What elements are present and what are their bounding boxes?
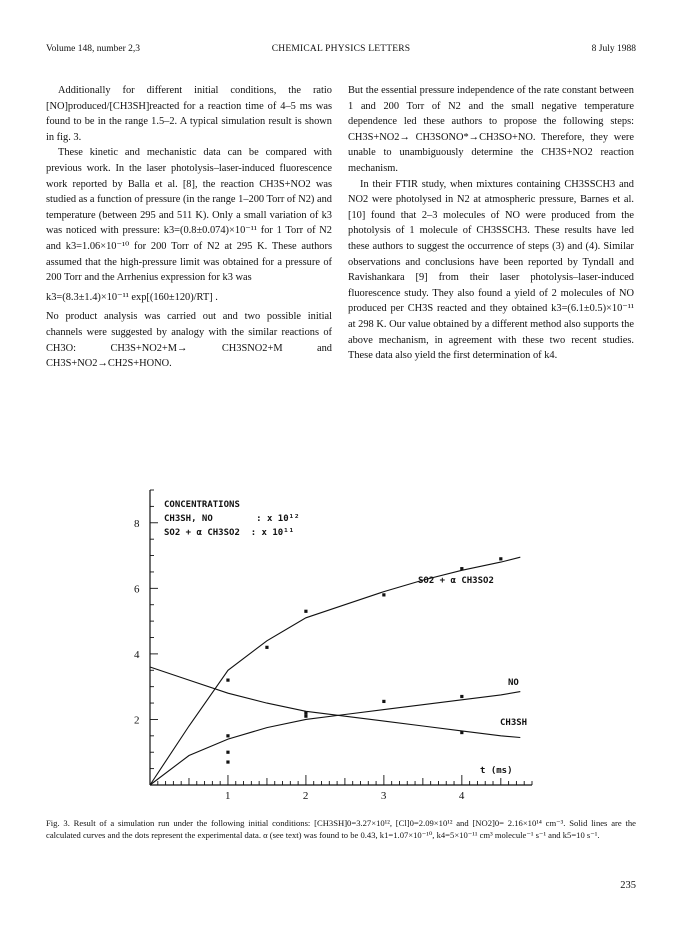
data-point: [265, 646, 268, 649]
data-point: [304, 610, 307, 613]
chart-points: [226, 557, 502, 763]
right-paragraph-1: But the essential pressure independence of the rate constant between 1 and 200 Torr of N2 and the small negative temperature dependence led these authors to propose the following steps: CH3S+NO2→ CH3SONO*→CH3SO+NO. Therefore, they were unable to unambiguously determine the CH3S+NO2 reaction mechanism.: [348, 85, 634, 174]
x-tick-label: 3: [380, 790, 387, 802]
data-point: [304, 715, 307, 718]
page-header: [46, 44, 636, 58]
issue-date: 8 July 1988: [591, 44, 636, 54]
y-tick-label: 2: [134, 714, 140, 727]
series-line-1: [150, 692, 520, 785]
y-tick-label: 6: [134, 583, 140, 596]
y-tick-label: 8: [134, 517, 140, 530]
data-point: [460, 731, 463, 734]
page-number: 235: [620, 880, 636, 891]
arrhenius-equation: k3=(8.3±1.4)×10⁻¹¹ exp[(160±120)/RT] .: [46, 291, 218, 303]
x-tick-label: 1: [224, 790, 231, 802]
data-point: [226, 760, 229, 763]
data-point: [304, 711, 307, 714]
right-paragraph-2: In their FTIR study, when mixtures containing CH3SSCH3 and NO2 were photolysed in N2 at atmospheric pressure, Barnes et al. [10] found that 2–3 molecules of NO were produced from the photolysis of 1 molecule of CH3SSCH3. These results have led these authors to suggest the occurrence of steps (3) and (4). Similar observations and conclusions have been reported by Tyndall and Ravishankara [9] from their laser photolysis–laser-induced fluorescence study. They also found a yield of 2 molecules of NO produced per CH3S reacted and they obtained k3=(6.1±0.5)×10⁻¹¹ at 298 K. Our value obtained by a different method also supports the above mechanism, in agreement with these two recent studies. These data also yield the first determination of k4.: [348, 178, 634, 362]
data-point: [382, 700, 385, 703]
series-line-0: [150, 557, 520, 785]
left-column: [46, 83, 332, 372]
x-tick-label: 4: [458, 790, 465, 802]
label-no: NO: [508, 678, 519, 688]
left-paragraph-3: No product analysis was carried out and two possible initial channels were suggested by analogy with the similar reactions of CH3O: CH3S+NO2+M→ CH3SNO2+M and CH3S+NO2→CH2S+HONO.: [46, 311, 332, 370]
y-tick-label: 4: [134, 648, 140, 661]
right-column: [348, 83, 634, 364]
x-axis-label: t (ms): [480, 766, 513, 776]
x-tick-label: 2: [302, 790, 309, 802]
left-paragraph-2: These kinetic and mechanistic data can be compared with previous work. In the laser photolysis–laser-induced fluorescence work reported by Balla et al. [8], the reaction CH3S+NO2 was studied as a function of pressure (in the range 1–200 Torr of N2) and temperature (between 295 and 511 K). Only a small variation of k3 was noticed with pressure: k3=(0.8±0.074)×10⁻¹¹ for 1 Torr of N2 and k3=1.06×10⁻¹⁰ for 200 Torr of N2 at 295 K. These authors assumed that the high-pressure limit was obtained for a pressure of 200 Torr and the Arrhenius expression for k3 was: [46, 147, 332, 284]
left-paragraph-1: Additionally for different initial conditions, the ratio [NO]produced/[CH3SH]reacted for a reaction time of 4–5 ms was found to be in the range 1.5–2. A typical simulation result is shown in fig. 3.: [46, 85, 332, 143]
data-point: [460, 695, 463, 698]
chart-legend: [164, 500, 299, 538]
legend-title: CONCENTRATIONS: [164, 500, 240, 510]
figure-3: [120, 485, 540, 805]
legend-line-1: CH3SH, NO : x 10¹²: [164, 514, 300, 524]
data-point: [226, 751, 229, 754]
label-so2: SO2 + α CH3SO2: [418, 576, 494, 586]
simulation-chart: [120, 485, 540, 805]
label-ch3sh: CH3SH: [500, 718, 528, 728]
data-point: [226, 734, 229, 737]
volume-info: Volume 148, number 2,3: [46, 44, 141, 54]
legend-line-2: SO2 + α CH3SO2 : x 10¹¹: [164, 528, 295, 538]
chart-curves: [150, 557, 520, 785]
data-point: [382, 593, 385, 596]
figure-caption: Fig. 3. Result of a simulation run under the following initial conditions: [CH3SH]0=3.27×10¹², [Cl]0=2.09×10¹² and [NO2]0= 2.16×10¹⁴ cm⁻³. Solid lines are the calculated curves and the dots represent the experimental data. α (see text) was found to be 0.43, k1=1.07×10⁻¹⁰, k4=5×10⁻¹¹ cm³ molecule⁻¹ s⁻¹ and k5=10 s⁻¹.: [46, 818, 636, 841]
journal-title: CHEMICAL PHYSICS LETTERS: [271, 44, 411, 54]
data-point: [460, 567, 463, 570]
data-point: [226, 679, 229, 682]
data-point: [499, 557, 502, 560]
